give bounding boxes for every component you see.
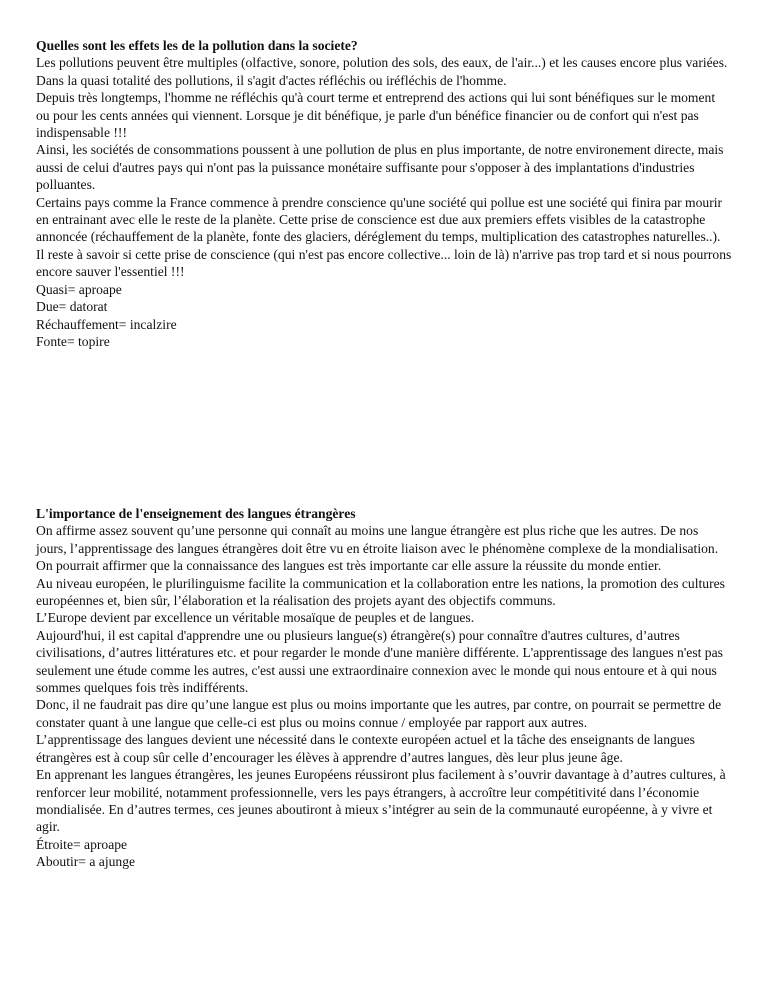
- paragraph: Il reste à savoir si cette prise de conscience (qui n'est pas encore collective... loin de là) n'arrive pas trop tard et si nous pourrons encore sauver l'essentiel !!!: [36, 246, 732, 280]
- paragraph: Aujourd'hui, il est capital d'apprendre une ou plusieurs langue(s) étrangère(s) pour connaître d'autres cultures, d’autres civilisations, d’autres littératures etc. et pour regarder le monde d'une manière différente. L'apprentissage des langues n'est pas seulement une étude comme les autres, c'est aussi une extraordinaire connexion avec le monde qui nous entoure et à qui nous sommes quelques fois très indifférents.: [36, 627, 723, 696]
- paragraph: L’apprentissage des langues devient une nécessité dans le contexte européen actuel et la tâche des enseignants de langues étrangères est à coup sûr celle d’encourager les élèves à apprendre d’autres langues, dès leur plus jeune âge.: [36, 732, 695, 765]
- vocabulary-entry: Due= datorat: [36, 299, 108, 315]
- paragraph: Ainsi, les sociétés de consommations poussent à une pollution de plus en plus importante, de notre environement directe, mais aussi de celui d'autres pays qui n'ont pas la puissance monétaire suffisante pour s'opposer à des implantations d'industries polluantes.: [36, 142, 724, 193]
- paragraph: Depuis très longtemps, l'homme ne réfléchis qu'à court terme et entreprend des actions qui lui sont bénéfiques sur le moment ou pour les cents années qui viennent. Lorsque je dit bénéfique, je parle d'un bénéfice financier ou de confort qui n'est pas indispensable !!!: [36, 90, 716, 141]
- section-title: L'importance de l'enseignement des langues étrangères: [36, 506, 356, 521]
- vocabulary-entry: Quasi= aproape: [36, 281, 122, 297]
- vocabulary-entry: Aboutir= a ajunge: [36, 854, 136, 870]
- section-title: Quelles sont les effets les de la pollution dans la societe?: [36, 38, 358, 53]
- paragraph: Certains pays comme la France commence à prendre conscience qu'une société qui pollue est une société qui finira par mourir en entrainant avec elle le reste de la planète. Cette prise de conscience est due aux premiers effets visibles de la catastrophe annoncée (réchauffement de la planète, fonte des glaciers, déréglement du temps, multiplication des catastrophes naturelles..).: [36, 194, 723, 245]
- vocabulary-entry: Réchauffement= incalzire: [36, 316, 177, 332]
- paragraph: On affirme assez souvent qu’une personne qui connaît au moins une langue étrangère est plus riche que les autres. De nos jours, l’apprentissage des langues étrangères doit être vu en étroite liaison avec le phénomène complexe de la mondialisation. On pourrait affirmer que la connaissance des langues est très importante car elle assure la réussite du monde entier.: [36, 523, 719, 574]
- paragraph: Les pollutions peuvent être multiples (olfactive, sonore, polution des sols, des eaux, de l'air...) et les causes encore plus variées.: [36, 55, 728, 71]
- paragraph: Dans la quasi totalité des pollutions, il s'agit d'actes réfléchis ou iréfléchis de l'homme.: [36, 72, 507, 88]
- section-languages: [36, 505, 732, 871]
- paragraph: En apprenant les langues étrangères, les jeunes Européens réussiront plus facilement à s’ouvrir davantage à d’autres cultures, à renforcer leur mobilité, notamment professionnelle, vers les pays étrangers, à accroître leur compétitivité dans l’économie mondialisée. En d’autres termes, ces jeunes aboutiront à mieux s’intégrer au sein de la communauté européenne, à y vivre et agir.: [36, 767, 726, 835]
- paragraph: L’Europe devient par excellence un véritable mosaïque de peuples et de langues.: [36, 610, 475, 626]
- paragraph: Donc, il ne faudrait pas dire qu’une langue est plus ou moins importante que les autres, par contre, on pourrait se permettre de constater quant à une langue que celle-ci est plus ou moins connue / employée par rapport aux autres.: [36, 697, 722, 730]
- vocabulary-entry: Étroite= aproape: [36, 836, 128, 852]
- paragraph: Au niveau européen, le plurilinguisme facilite la communication et la collaboration entre les nations, la promotion des cultures européennes et, bien sûr, l’élaboration et la réalisation des projets ayant des objectifs communs.: [36, 575, 725, 609]
- section-pollution: [36, 37, 732, 350]
- vocabulary-entry: Fonte= topire: [36, 333, 110, 349]
